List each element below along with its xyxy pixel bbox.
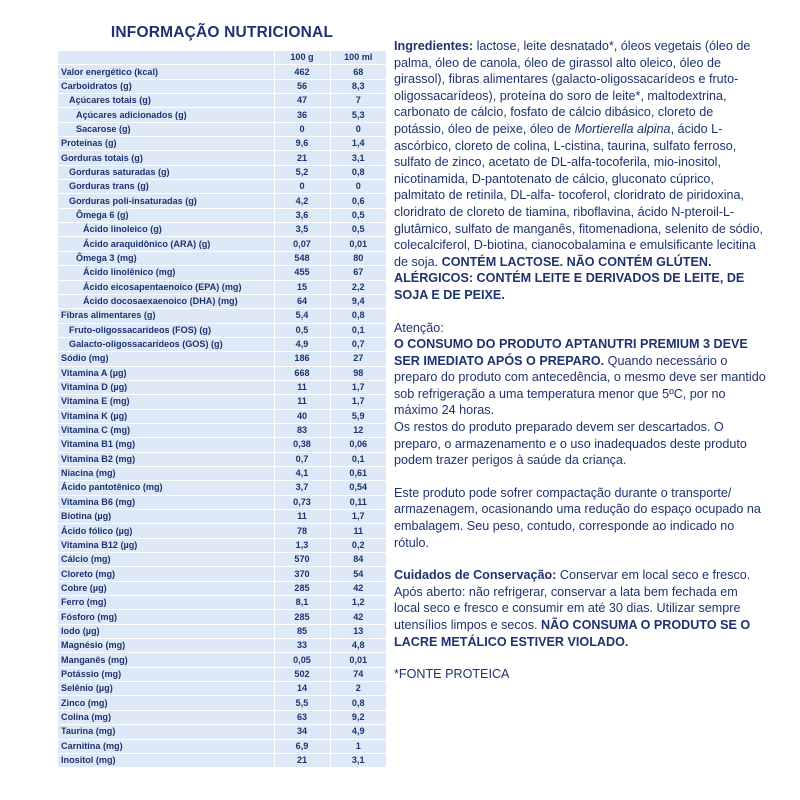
nutrient-name: Vitamina B6 (mg) [58,495,274,509]
nutrient-name: Fósforo (mg) [58,610,274,624]
value-100g: 186 [274,352,330,366]
value-100g: 4,2 [274,194,330,208]
value-100g: 5,5 [274,696,330,710]
value-100g: 78 [274,524,330,538]
value-100g: 11 [274,380,330,394]
value-100ml: 42 [330,581,386,595]
nutrient-name: Colina (mg) [58,710,274,724]
nutrition-table-body [58,65,386,768]
nutrient-name: Cobre (µg) [58,581,274,595]
nutrient-name: Ferro (mg) [58,596,274,610]
nutrient-name: Vitamina C (mg) [58,423,274,437]
value-100g: 40 [274,409,330,423]
nutrient-name: Ácido eicosapentaenoico (EPA) (mg) [58,280,274,294]
table-row [58,538,386,552]
value-100ml: 84 [330,553,386,567]
nutrient-name: Carnitina (mg) [58,739,274,753]
value-100g: 0,38 [274,438,330,452]
nutrient-name: Galacto-oligossacarídeos (GOS) (g) [58,337,274,351]
nutrient-name: Cálcio (mg) [58,553,274,567]
value-100ml: 0,1 [330,323,386,337]
nutrient-name: Zinco (mg) [58,696,274,710]
value-100g: 4,1 [274,466,330,480]
table-row [58,624,386,638]
value-100ml: 1,7 [330,395,386,409]
value-100g: 5,4 [274,309,330,323]
nutrient-name: Gorduras saturadas (g) [58,165,274,179]
value-100g: 4,9 [274,337,330,351]
table-row [58,682,386,696]
value-100ml: 80 [330,251,386,265]
value-100g: 3,5 [274,223,330,237]
value-100ml: 42 [330,610,386,624]
attention-text: Quando necessário o preparo do produto com antecedência, o mesmo deve ser mantido sob refrigeração a uma temperatura menor que 5ºC, por no máximo 24 horas. [394,353,766,418]
nutrient-name: Ácido linoleico (g) [58,223,274,237]
table-row [58,65,386,79]
value-100ml: 4,8 [330,639,386,653]
value-100g: 3,6 [274,208,330,222]
table-row [58,710,386,724]
table-row [58,639,386,653]
conservation-paragraph [394,567,766,650]
table-row [58,495,386,509]
table-row [58,223,386,237]
ingredients-label: Ingredientes: [394,39,474,53]
value-100ml: 0,8 [330,165,386,179]
table-row [58,79,386,93]
value-100g: 548 [274,251,330,265]
nutrient-name: Selênio (µg) [58,682,274,696]
table-row [58,108,386,122]
nutrient-name: Valor energético (kcal) [58,65,274,79]
table-row [58,696,386,710]
value-100ml: 9,4 [330,294,386,308]
nutrient-name: Taurina (mg) [58,725,274,739]
value-100ml: 0,2 [330,538,386,552]
value-100g: 285 [274,581,330,595]
value-100g: 0,73 [274,495,330,509]
value-100g: 63 [274,710,330,724]
nutrient-name: Ômega 3 (mg) [58,251,274,265]
nutrient-name: Vitamina B12 (µg) [58,538,274,552]
nutrient-name: Vitamina A (µg) [58,366,274,380]
value-100ml: 1,2 [330,596,386,610]
table-row [58,567,386,581]
nutrient-name: Vitamina B1 (mg) [58,438,274,452]
value-100g: 83 [274,423,330,437]
value-100ml: 0,01 [330,653,386,667]
value-100g: 11 [274,395,330,409]
table-row [58,208,386,222]
value-100g: 11 [274,510,330,524]
table-row [58,352,386,366]
value-100ml: 0,11 [330,495,386,509]
table-row [58,423,386,437]
nutrient-name: Manganês (mg) [58,653,274,667]
table-row [58,323,386,337]
column-header-100ml: 100 ml [330,51,386,65]
value-100ml: 1,7 [330,380,386,394]
value-100ml: 0,01 [330,237,386,251]
value-100ml: 7 [330,94,386,108]
attention-label: Atenção: [394,320,444,335]
value-100g: 21 [274,151,330,165]
footnote: *FONTE PROTEICA [394,667,510,682]
nutrition-table [58,51,386,768]
value-100g: 8,1 [274,596,330,610]
value-100g: 56 [274,79,330,93]
nutrient-name: Ácido fólico (µg) [58,524,274,538]
value-100ml: 11 [330,524,386,538]
value-100g: 64 [274,294,330,308]
value-100ml: 1,7 [330,510,386,524]
nutrient-name: Vitamina K (µg) [58,409,274,423]
value-100ml: 68 [330,65,386,79]
nutrient-name: Inositol (mg) [58,753,274,767]
table-row [58,725,386,739]
ingredients-text-a: lactose, leite desnatado*, óleos vegetais (óleo de palma, óleo de canola, óleo de girassol alto oleico, óleo de girassol), fibras alimentares (galacto-oligossacarídeos e fruto-oligossacarídeos), proteína do soro de leite*, maltodextrina, carbonato de cálcio, fosfato de cálcio dibásico, cloreto de potássio, óleo de peixe, óleo de [394,39,751,136]
ingredients-text-b: , ácido L-ascórbico, cloreto de colina, L-cistina, taurina, sulfato ferroso, sulfato de zinco, acetato de DL-alfa-tocoferila, mio-inositol, nicotinamida, D-pantotenato de cálcio, gluconato cúprico, palmitato de retinila, DL-alfa- tocoferol, cloridrato de piridoxina, cloridrato de cloreto de tiamina, riboflavina, ácido N-pteroil-L-glutâmico, sulfato de manganês, fitomenadiona, selenito de sódio, colecalciferol, D-biotina, cianocobalamina e emulsificante lecitina de soja. [394,121,763,269]
value-100ml: 3,1 [330,753,386,767]
nutrient-name: Ácido araquidônico (ARA) (g) [58,237,274,251]
value-100g: 455 [274,266,330,280]
value-100g: 462 [274,65,330,79]
table-row [58,610,386,624]
table-row [58,581,386,595]
nutrition-title: INFORMAÇÃO NUTRICIONAL [110,24,334,41]
table-row [58,165,386,179]
value-100ml: 5,9 [330,409,386,423]
value-100ml: 54 [330,567,386,581]
value-100g: 6,9 [274,739,330,753]
nutrient-name: Vitamina E (mg) [58,395,274,409]
value-100ml: 1 [330,739,386,753]
nutrient-name: Magnésio (mg) [58,639,274,653]
value-100ml: 13 [330,624,386,638]
value-100ml: 2 [330,682,386,696]
value-100g: 0,5 [274,323,330,337]
table-row [58,137,386,151]
nutrient-name: Proteínas (g) [58,137,274,151]
table-row [58,309,386,323]
table-row [58,452,386,466]
table-row [58,667,386,681]
value-100g: 33 [274,639,330,653]
value-100ml: 0,1 [330,452,386,466]
value-100ml: 0,8 [330,309,386,323]
table-row [58,194,386,208]
value-100g: 0,7 [274,452,330,466]
table-row [58,739,386,753]
value-100ml: 0,6 [330,194,386,208]
nutrient-name: Ácido pantotênico (mg) [58,481,274,495]
allergen-warning: CONTÉM LACTOSE. NÃO CONTÉM GLÚTEN. ALÉRGICOS: CONTÉM LEITE E DERIVADOS DE LEITE, DE SOJA E DE PEIXE. [394,254,745,302]
value-100g: 34 [274,725,330,739]
value-100g: 0,05 [274,653,330,667]
value-100g: 85 [274,624,330,638]
nutrient-name: Ácido linolênico (mg) [58,266,274,280]
value-100ml: 3,1 [330,151,386,165]
nutrient-name: Açúcares totais (g) [58,94,274,108]
nutrient-name: Carboidratos (g) [58,79,274,93]
value-100ml: 0,61 [330,466,386,480]
table-row [58,380,386,394]
value-100ml: 4,9 [330,725,386,739]
conservation-warning: NÃO CONSUMA O PRODUTO SE O LACRE METÁLICO ESTIVER VIOLADO. [394,618,751,649]
value-100ml: 0,5 [330,223,386,237]
value-100ml: 27 [330,352,386,366]
attention-paragraph-2: Os restos do produto preparado devem ser descartados. O preparo, o armazenamento e o uso inadequados deste produto podem trazer perigos à saúde da criança. [394,420,747,468]
value-100ml: 0,8 [330,696,386,710]
nutrient-name: Biotina (µg) [58,510,274,524]
value-100g: 502 [274,667,330,681]
table-row [58,151,386,165]
value-100ml: 0,5 [330,208,386,222]
value-100g: 370 [274,567,330,581]
nutrient-name: Fibras alimentares (g) [58,309,274,323]
nutrient-name: Sódio (mg) [58,352,274,366]
value-100g: 0,07 [274,237,330,251]
value-100ml: 1,4 [330,137,386,151]
nutrient-name: Sacarose (g) [58,122,274,136]
value-100ml: 0,7 [330,337,386,351]
value-100ml: 8,3 [330,79,386,93]
nutrient-name: Ômega 6 (g) [58,208,274,222]
conservation-text: Conservar em local seco e fresco. Após aberto: não refrigerar, conservar a lata bem fechada em local seco e fresco e consumir em até 30 dias. Utilizar sempre utensílios limpos e secos. [394,568,751,632]
conservation-label: Cuidados de Conservação: [394,568,557,583]
value-100g: 0 [274,122,330,136]
nutrient-name: Gorduras poli-insaturadas (g) [58,194,274,208]
info-panel [394,38,766,683]
value-100g: 14 [274,682,330,696]
nutrient-name: Gorduras totais (g) [58,151,274,165]
value-100g: 21 [274,753,330,767]
value-100g: 668 [274,366,330,380]
ingredients-text-italic: Mortierella alpina [574,121,671,136]
table-row [58,481,386,495]
value-100g: 0 [274,180,330,194]
table-row [58,337,386,351]
table-row [58,653,386,667]
attention-paragraph [394,320,766,420]
table-row [58,266,386,280]
nutrient-name: Vitamina D (µg) [58,380,274,394]
table-row [58,94,386,108]
value-100g: 1,3 [274,538,330,552]
table-row [58,180,386,194]
value-100g: 9,6 [274,137,330,151]
value-100ml: 98 [330,366,386,380]
nutrient-name: Cloreto (mg) [58,567,274,581]
value-100ml: 74 [330,667,386,681]
nutrient-name: Ácido docosaexaenoico (DHA) (mg) [58,294,274,308]
nutrient-name: Potássio (mg) [58,667,274,681]
ingredients-paragraph [394,38,766,304]
value-100ml: 0 [330,122,386,136]
table-row [58,596,386,610]
table-row [58,122,386,136]
value-100ml: 2,2 [330,280,386,294]
value-100g: 570 [274,553,330,567]
value-100ml: 67 [330,266,386,280]
value-100ml: 0,54 [330,481,386,495]
value-100ml: 12 [330,423,386,437]
nutrient-name: Iodo (µg) [58,624,274,638]
value-100g: 15 [274,280,330,294]
table-row [58,280,386,294]
table-row [58,510,386,524]
table-row [58,524,386,538]
value-100ml: 5,3 [330,108,386,122]
value-100ml: 0 [330,180,386,194]
table-row [58,438,386,452]
table-row [58,553,386,567]
value-100g: 47 [274,94,330,108]
nutrient-name: Niacina (mg) [58,466,274,480]
table-row [58,395,386,409]
nutrient-name: Gorduras trans (g) [58,180,274,194]
table-row [58,366,386,380]
value-100ml: 9,2 [330,710,386,724]
value-100g: 285 [274,610,330,624]
nutrient-name: Açúcares adicionados (g) [58,108,274,122]
nutrient-name: Fruto-oligossacarídeos (FOS) (g) [58,323,274,337]
column-header-100g: 100 g [274,51,330,65]
table-row [58,237,386,251]
value-100g: 3,7 [274,481,330,495]
table-row [58,466,386,480]
table-row [58,409,386,423]
value-100g: 36 [274,108,330,122]
table-row [58,753,386,767]
table-row [58,251,386,265]
compaction-paragraph: Este produto pode sofrer compactação durante o transporte/ armazenagem, ocasionando uma redução do espaço ocupado na embalagem. Seu peso, contudo, corresponde ao indicado no rótulo. [394,485,761,550]
table-row [58,294,386,308]
table-header-row [58,51,386,65]
column-header-name [58,51,274,65]
nutrient-name: Vitamina B2 (mg) [58,452,274,466]
value-100g: 5,2 [274,165,330,179]
attention-bold: O CONSUMO DO PRODUTO APTANUTRI PREMIUM 3 DEVE SER IMEDIATO APÓS O PREPARO. [394,337,748,368]
value-100ml: 0,06 [330,438,386,452]
